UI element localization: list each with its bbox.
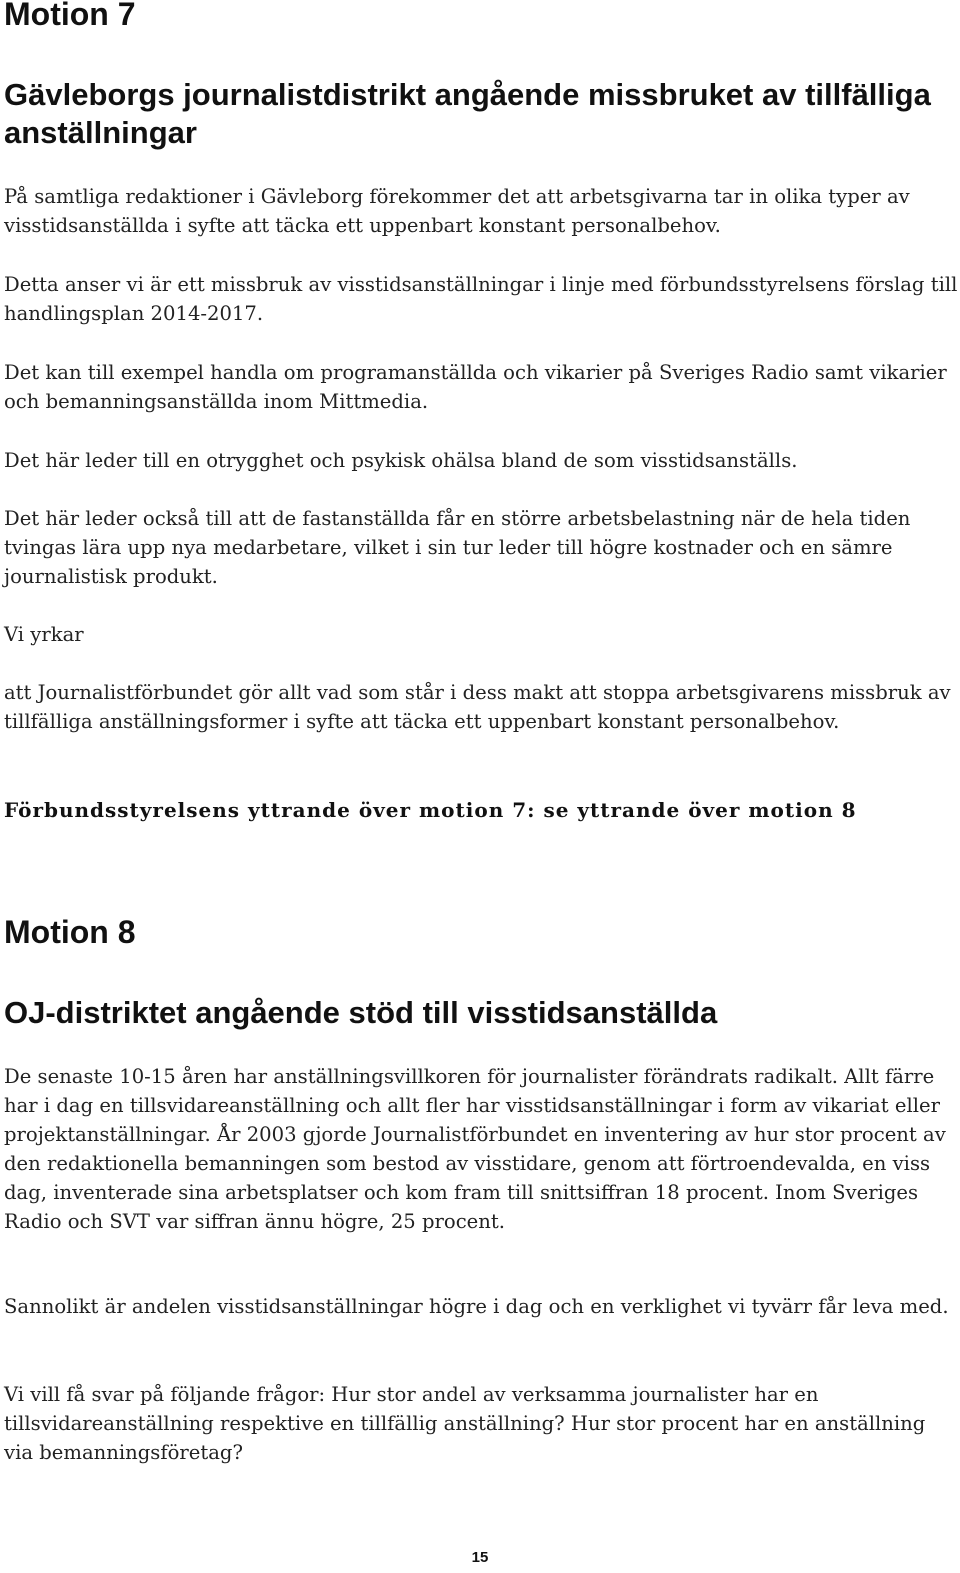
motion-7-paragraph-1: På samtliga redaktioner i Gävleborg förekommer det att arbetsgivarna tar in olika typer av visstidsanställda i syfte att täcka ett uppenbart konstant personalbehov.	[4, 185, 910, 237]
motion-8-paragraph-3: Vi vill få svar på följande frågor: Hur stor andel av verksamma journalister har en tillsvidareanställning respektive en tillfällig anställning? Hur stor procent har en anställning via bemanningsföretag?	[4, 1383, 926, 1464]
motion-7-paragraph-2: Detta anser vi är ett missbruk av visstidsanställningar i linje med förbundsstyrelsens förslag till handlingsplan 2014-2017.	[4, 273, 958, 325]
motion-8-subtitle: OJ-distriktet angående stöd till visstidsanställda	[4, 995, 718, 1030]
motion-8-paragraph-2: Sannolikt är andelen visstidsanställningar högre i dag och en verklighet vi tyvärr får leva med.	[4, 1295, 949, 1318]
motion-7-demand-heading: Vi yrkar	[4, 623, 84, 646]
motion-8-title: Motion 8	[4, 914, 136, 950]
motion-7-paragraph-4: Det här leder till en otrygghet och psykisk ohälsa bland de som visstidsanställs.	[4, 449, 798, 472]
motion-7-paragraph-5: Det här leder också till att de fastanställda får en större arbetsbelastning när de hela tiden tvingas lära upp nya medarbetare, vilket i sin tur leder till högre kostnader och en sämre journalistisk produkt.	[4, 507, 911, 588]
motion-7-subtitle: Gävleborgs journalistdistrikt angående missbruket av tillfälliga anställningar	[4, 77, 931, 150]
page-number: 15	[471, 1549, 489, 1566]
board-statement: Förbundsstyrelsens yttrande över motion 7: se yttrande över motion 8	[4, 798, 857, 822]
motion-7-demand: att Journalistförbundet gör allt vad som står i dess makt att stoppa arbetsgivarens missbruk av tillfälliga anställningsformer i syfte att täcka ett uppenbart konstant personalbehov.	[4, 681, 951, 733]
motion-7-paragraph-3: Det kan till exempel handla om programanställda och vikarier på Sveriges Radio samt vikarier och bemanningsanställda inom Mittmedia.	[4, 361, 947, 413]
motion-7-title: Motion 7	[4, 0, 136, 32]
motion-8-paragraph-1: De senaste 10-15 åren har anställningsvillkoren för journalister förändrats radikalt. Allt färre har i dag en tillsvidareanställning och allt fler har visstidsanställningar i form av vikariat eller projektanställningar. År 2003 gjorde Journalistförbundet en inventering av hur stor procent av den redaktionella bemanningen som bestod av visstidare, genom att förtroendevalda, en viss dag, inventerade sina arbetsplatser och kom fram till snittsiffran 18 procent. Inom Sveriges Radio och SVT var siffran ännu högre, 25 procent.	[4, 1065, 946, 1233]
